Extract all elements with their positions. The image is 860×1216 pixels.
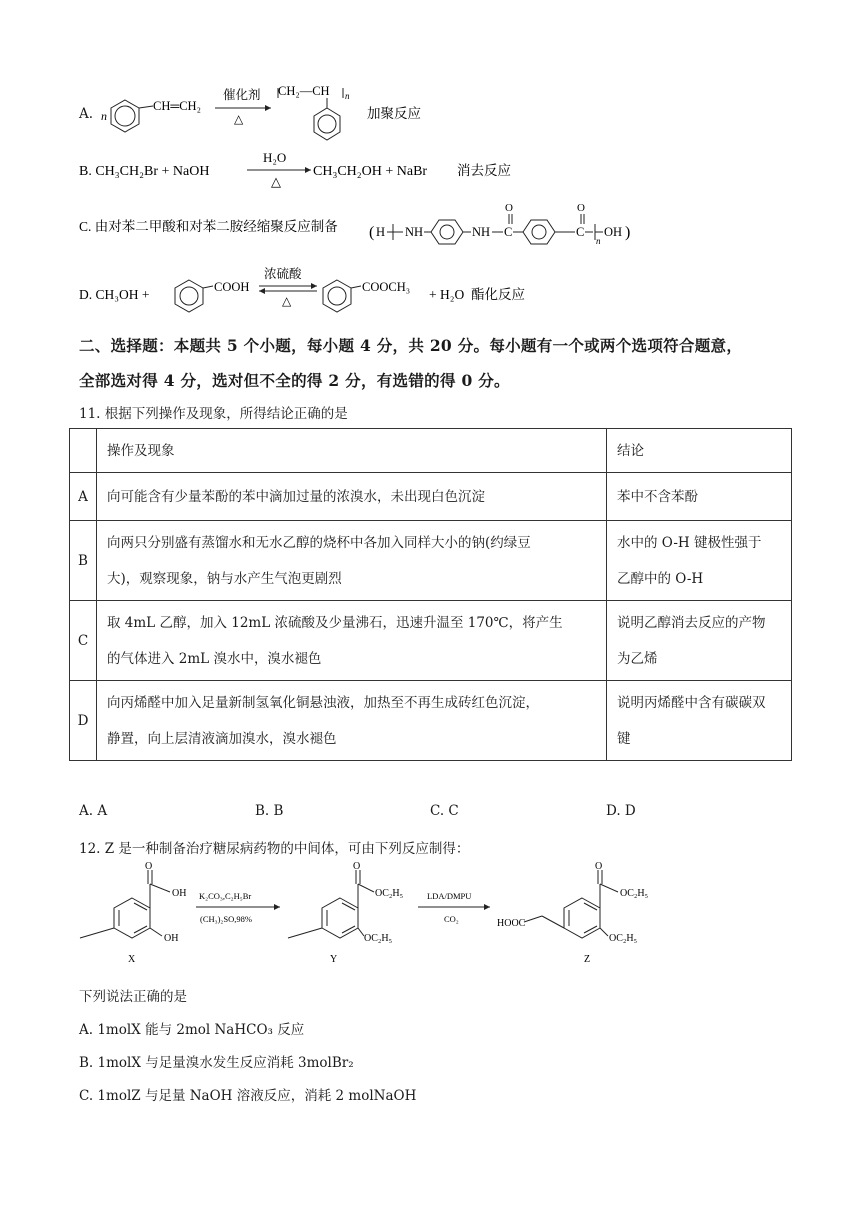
- option-d-reactant: D. CH₃OH +: [79, 287, 150, 302]
- question-12-stem: 12. Z 是一种制备治疗糖尿病药物的中间体，可由下列反应制得：: [79, 841, 470, 857]
- option-a-equation: [95, 78, 455, 148]
- coefficient-n: n: [101, 109, 107, 123]
- benzene-ring-icon: [314, 108, 340, 140]
- benzene-ring-icon: [175, 280, 203, 312]
- svg-text:n: n: [596, 236, 601, 246]
- header-operation: 操作及现象: [97, 429, 607, 473]
- option-b-products: CH₃CH₂OH + NaBr: [313, 164, 428, 179]
- arrow-heat-label: △: [282, 294, 292, 308]
- row-conclusion-line-1: 说明乙醇消去反应的产物: [617, 614, 766, 631]
- table-row: [70, 601, 792, 681]
- water-product: + H₂O: [429, 287, 465, 302]
- option-c-text: C. 由对苯二甲酸和对苯二胺经缩聚反应制备: [79, 219, 338, 234]
- arrow-acid-label: 浓硫酸: [264, 267, 302, 281]
- amine-nh-2: NH: [472, 225, 491, 239]
- molecule-z-label: Z: [584, 954, 591, 965]
- arrow-1-conditions: (CH₃)₂SO,98%: [200, 914, 252, 924]
- row-conclusion: 苯中不含苯酚: [607, 473, 792, 521]
- svg-text:OC₂H₅: OC₂H₅: [620, 888, 649, 899]
- row-label: C: [70, 601, 97, 681]
- row-conclusion-line-2: 为乙烯: [617, 650, 658, 667]
- choice-b: B. B: [255, 803, 284, 819]
- ester-group: COOCH₃: [362, 280, 411, 294]
- table-row: [70, 473, 792, 521]
- polymer-repeat-unit: CH₂—CH: [278, 84, 330, 98]
- svg-text:O: O: [353, 862, 361, 872]
- svg-text:O: O: [505, 202, 513, 214]
- option-b-reactants: B. CH₃CH₂Br + NaOH: [79, 164, 210, 179]
- row-conclusion-line-1: 说明丙烯醛中含有碳碳双: [617, 694, 766, 711]
- reaction-type-label: 加聚反应: [367, 106, 421, 121]
- molecule-y-label: Y: [330, 954, 338, 965]
- q12-prompt: 下列说法正确的是: [79, 989, 187, 1005]
- row-conclusion-line-2: 乙醇中的 O-H: [617, 570, 704, 587]
- svg-text:HOOC: HOOC: [497, 918, 526, 929]
- svg-text:OC₂H₅: OC₂H₅: [364, 933, 393, 944]
- arrow-catalyst-label: 催化剂: [223, 88, 261, 102]
- svg-text:O: O: [145, 862, 153, 872]
- svg-text:OH: OH: [604, 225, 623, 239]
- row-operation-line-1: 取 4mL 乙醇，加入 12mL 浓硫酸及少量沸石，迅速升温至 170℃，将产生: [107, 614, 563, 631]
- option-c-equation: [79, 200, 679, 256]
- carboxyl-group: COOH: [214, 280, 250, 294]
- row-conclusion-line-2: 键: [617, 730, 631, 747]
- molecule-z: [524, 870, 618, 938]
- amine-nh-1: NH: [405, 225, 424, 239]
- arrow-solvent-label: H₂O: [263, 150, 287, 165]
- molecule-y: [288, 870, 374, 938]
- row-operation-line-1: 向丙烯醛中加入足量新制氢氧化铜悬浊液，加热至不再生成砖红色沉淀，: [107, 694, 539, 711]
- table-row: [70, 681, 792, 761]
- benzene-ring-icon: [111, 100, 139, 132]
- option-a-letter: A.: [79, 106, 94, 122]
- arrow-heat-label: △: [271, 174, 281, 189]
- benzene-ring-icon: [523, 220, 555, 244]
- q12-reaction-scheme: [72, 862, 792, 972]
- molecule-x-label: X: [128, 954, 136, 965]
- section-heading-line-1: 二、选择题：本题共 5 个小题，每小题 4 分，共 20 分。每小题有一个或两个选项符合题意，: [79, 336, 743, 355]
- row-conclusion-line-1: 水中的 O-H 键极性强于: [617, 534, 762, 551]
- choice-a: A. A: [79, 803, 108, 819]
- row-label: D: [70, 681, 97, 761]
- svg-text:H: H: [376, 225, 386, 239]
- section-heading-line-2: 全部选对得 4 分，选对但不全的得 2 分，有选错的得 0 分。: [79, 371, 510, 390]
- row-operation-line-1: 向两只分别盛有蒸馏水和无水乙醇的烧杯中各加入同样大小的钠(约绿豆: [107, 534, 531, 551]
- svg-text:C: C: [504, 225, 513, 239]
- option-d-equation: [79, 264, 599, 320]
- choice-c: C. C: [430, 803, 459, 819]
- svg-text:OC₂H₅: OC₂H₅: [375, 888, 404, 899]
- benzene-ring-icon: [431, 220, 463, 244]
- row-operation: 向可能含有少量苯酚的苯中滴加过量的浓溴水，未出现白色沉淀: [97, 473, 607, 521]
- row-label: A: [70, 473, 97, 521]
- svg-text:O: O: [577, 202, 585, 214]
- question-11-stem: 11. 根据下列操作及现象，所得结论正确的是: [79, 406, 348, 422]
- row-operation-line-2: 的气体进入 2mL 溴水中，溴水褪色: [107, 650, 322, 667]
- polymer-n: n: [345, 91, 350, 101]
- svg-text:OC₂H₅: OC₂H₅: [609, 933, 638, 944]
- q12-option-a: A. 1molX 能与 2mol NaHCO₃ 反应: [79, 1022, 305, 1038]
- reaction-type-label: 酯化反应: [471, 287, 525, 302]
- q12-option-c: C. 1molZ 与足量 NaOH 溶液反应，消耗 2 molNaOH: [79, 1088, 417, 1104]
- reaction-type-label: 消去反应: [457, 163, 511, 178]
- svg-text:O: O: [595, 862, 603, 872]
- choice-d: D. D: [606, 803, 636, 819]
- option-b-equation: [79, 148, 579, 192]
- svg-text:OH: OH: [172, 888, 187, 899]
- row-operation-line-2: 大)，观察现象，钠与水产生气泡更剧烈: [107, 570, 342, 587]
- arrow-1-reagents: K₂CO₃,C₂H₅Br: [199, 891, 252, 901]
- question-11-table: [69, 428, 792, 761]
- arrow-2-reagents: LDA/DMPU: [427, 891, 472, 901]
- vinyl-group: CH═CH₂: [153, 99, 201, 113]
- table-header-row: [70, 429, 792, 473]
- svg-text:C: C: [576, 225, 585, 239]
- row-operation-line-2: 静置，向上层清液滴加溴水，溴水褪色: [107, 730, 337, 747]
- row-label: B: [70, 521, 97, 601]
- q12-option-b: B. 1molX 与足量溴水发生反应消耗 3molBr₂: [79, 1055, 354, 1071]
- molecule-x: [80, 870, 170, 938]
- svg-text:): ): [625, 224, 631, 241]
- arrow-heat-label: △: [234, 112, 244, 126]
- arrow-2-conditions: CO₂: [444, 914, 459, 924]
- svg-text:(: (: [369, 224, 375, 241]
- svg-text:OH: OH: [164, 933, 179, 944]
- header-conclusion: 结论: [607, 429, 792, 473]
- benzene-ring-icon: [323, 280, 351, 312]
- table-row: [70, 521, 792, 601]
